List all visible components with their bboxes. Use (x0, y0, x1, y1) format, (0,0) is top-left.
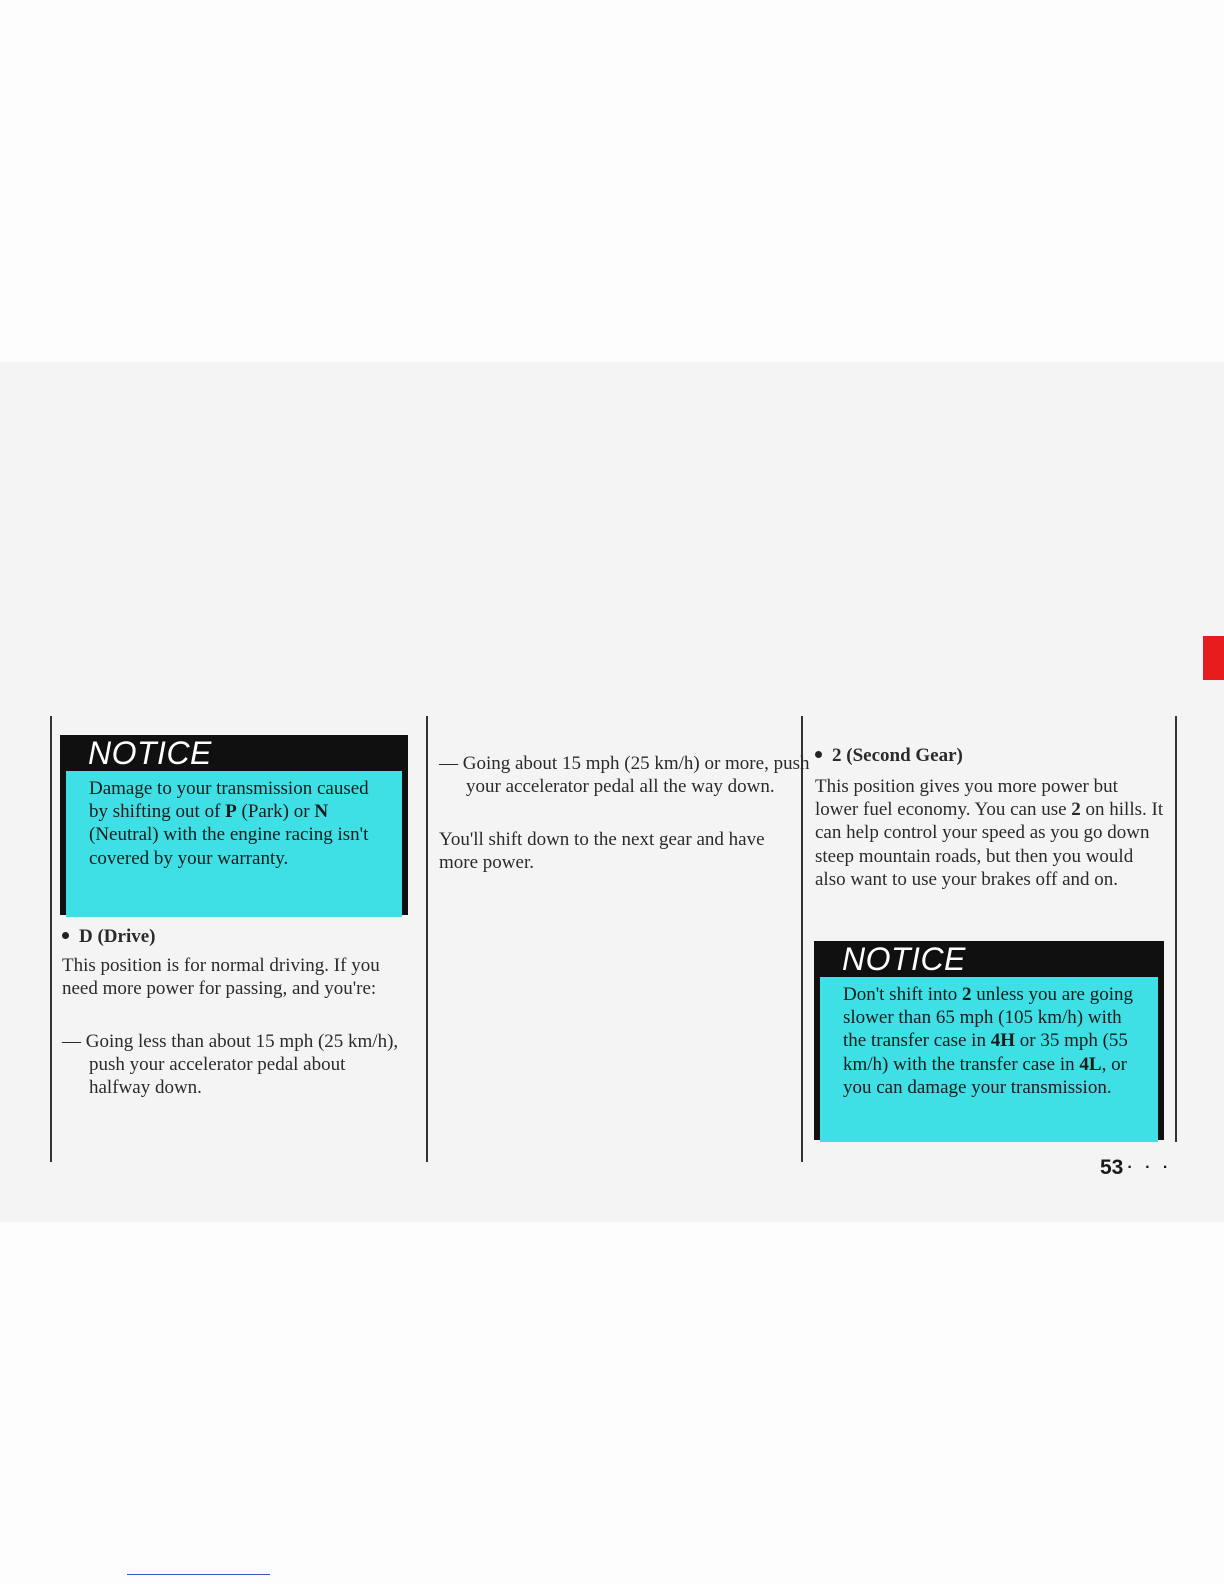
section-tab-marker (1203, 636, 1224, 680)
notice-body: Damage to your transmission caused by shifting out of P (Park) or N (Neutral) with the engine racing isn't covered by your warranty. (66, 771, 402, 917)
column-rule-left (50, 716, 52, 1162)
notice-box-second-gear (814, 941, 1164, 1140)
notice-title: NOTICE (88, 735, 212, 771)
heading-second-gear-text: 2 (Second Gear) (832, 745, 963, 766)
page-number-value: 53 (1100, 1156, 1124, 1179)
heading-second-gear (815, 744, 963, 768)
list-item-less-than-15mph: — Going less than about 15 mph (25 km/h), push your accelerator pedal about halfway down. (62, 1031, 399, 1099)
column-rule-right (1175, 716, 1177, 1142)
heading-drive-text: D (Drive) (79, 926, 156, 947)
paragraph-drive: This position is for normal driving. If you need more power for passing, and you're: (62, 955, 380, 1000)
column-rule-middle-1 (426, 716, 428, 1162)
list-item-about-15mph: — Going about 15 mph (25 km/h) or more, push your accelerator pedal all the way down. (439, 753, 810, 798)
bullet-icon (62, 932, 69, 939)
notice-title: NOTICE (842, 941, 966, 977)
heading-drive (62, 925, 156, 949)
notice-body: Don't shift into 2 unless you are going slower than 65 mph (105 km/h) with the transfer case in 4H or 35 mph (55 km/h) with the transfer case in 4L, or you can damage your transmission. (820, 977, 1158, 1142)
paragraph-shift-down: You'll shift down to the next gear and have more power. (439, 829, 765, 874)
page-number (1100, 1156, 1172, 1180)
paragraph-second-gear: This position gives you more power but lower fuel economy. You can use 2 on hills. It can help control your speed as you go down steep mountain roads, but then you would also want to use your brakes off and on. (815, 776, 1164, 890)
bullet-icon (815, 751, 822, 758)
notice-box-transmission-damage (60, 735, 408, 915)
page-dots: · · · (1127, 1159, 1173, 1176)
footer-link-underline[interactable] (127, 1574, 270, 1575)
